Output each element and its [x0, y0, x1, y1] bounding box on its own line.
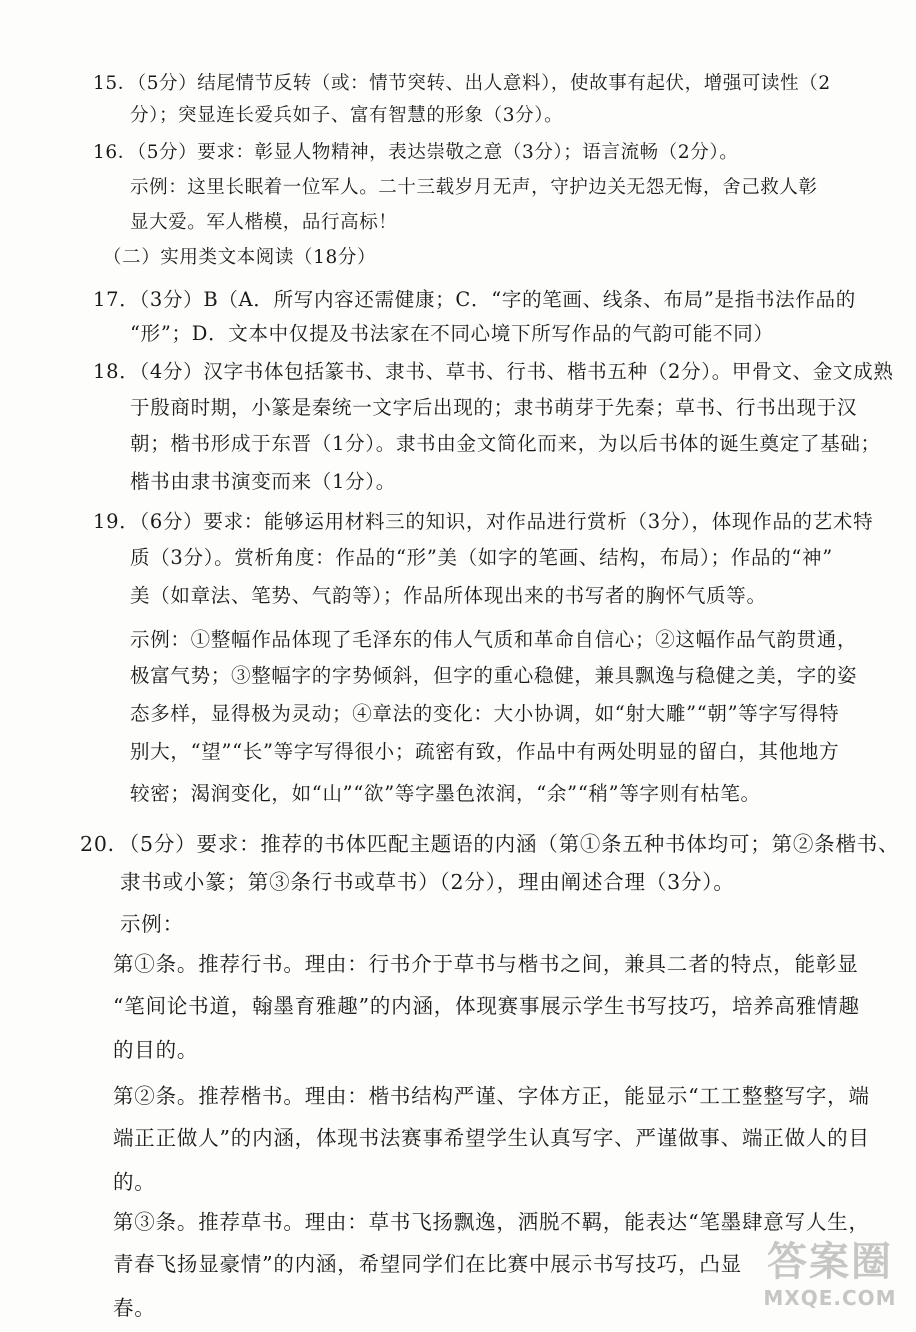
- answer-19-example-line-1: 示例：①整幅作品体现了毛泽东的伟人气质和革命自信心；②这幅作品气韵贯通，: [130, 628, 858, 651]
- answer-20-option-2-line-3: 的。: [113, 1170, 156, 1194]
- answer-20-option-1-line-1: 第①条。推荐行书。理由：行书介于草书与楷书之间，兼具二者的特点，能彰显: [113, 952, 859, 976]
- answer-18-line-4: 楷书由隶书演变而来（1分）。: [130, 470, 396, 493]
- watermark-logo: 答案圈: [767, 1239, 893, 1285]
- answer-18-line-2: 于殷商时期，小篆是秦统一文字后出现的；隶书萌芽于先秦；草书、行书出现于汉: [130, 396, 858, 419]
- answer-20-line-1: 20．（5分）要求：推荐的书体匹配主题语的内涵（第①条五种书体均可；第②条楷书、: [80, 832, 900, 856]
- answer-19-example-line-5: 较密；渴润变化，如“山”“欲”等字墨色浓润，“余”“稍”等字则有枯笔。: [130, 782, 761, 805]
- answer-19-example-line-4: 别大，“望”“长”等字写得很小；疏密有致，作品中有两处明显的留白，其他地方: [130, 740, 840, 763]
- answer-20-example-label: 示例：: [120, 912, 184, 936]
- answer-20-option-1-line-3: 的目的。: [113, 1038, 199, 1062]
- answer-20-option-2-line-1: 第②条。推荐楷书。理由：楷书结构严谨、字体方正，能显示“工工整整写字，端: [113, 1084, 870, 1108]
- answer-17-line-1: 17．（3分）B（A．所写内容还需健康；C．“字的笔画、线条、布局”是指书法作品的: [93, 288, 856, 311]
- answer-15-line-1: 15．（5分）结尾情节反转（或：情节突转、出人意料），使故事有起伏，增强可读性（2: [93, 73, 831, 94]
- answer-16-line-1: 16．（5分）要求：彰显人物精神，表达崇敬之意（3分）；语言流畅（2分）。: [93, 142, 739, 163]
- answer-19-line-1: 19．（6分）要求：能够运用材料三的知识，对作品进行赏析（3分），体现作品的艺术特: [93, 510, 874, 533]
- answer-16-example-line-2: 显大爱。军人楷模，品行高标！: [130, 212, 398, 233]
- answer-16-example-line-1: 示例：这里长眠着一位军人。二十三载岁月无声，守护边关无怨无悔，舍己救人彰: [130, 177, 818, 198]
- answer-17-line-2: “形”；D．文本中仅提及书法家在不同心境下所写作品的气韵可能不同）: [130, 322, 774, 345]
- answer-15-line-2: 分）；突显连长爱兵如子、富有智慧的形象（3分）。: [130, 105, 564, 126]
- answer-20-option-3-line-3: 春。: [113, 1296, 156, 1320]
- section-heading-practical-reading: （二）实用类文本阅读（18分）: [103, 247, 377, 268]
- answer-18-line-1: 18．（4分）汉字书体包括篆书、隶书、草书、行书、楷书五种（2分）。甲骨文、金文成熟: [93, 360, 894, 383]
- answer-20-option-3-line-2: 青春飞扬显豪情”的内涵，希望同学们在比赛中展示书写技巧，凸显: [113, 1252, 742, 1276]
- answer-20-option-1-line-2: “笔间论书道，翰墨育雅趣”的内涵，体现赛事展示学生书写技巧，培养高雅情趣: [113, 994, 860, 1018]
- answer-18-line-3: 朝；楷书形成于东晋（1分）。隶书由金文简化而来，为以后书体的诞生奠定了基础；: [130, 432, 881, 455]
- answer-19-line-3: 美（如章法、笔势、气韵等）；作品所体现出来的书写者的胸怀气质等。: [130, 584, 767, 607]
- site-watermark: [750, 1238, 910, 1328]
- answer-20-line-2: 隶书或小篆；第③条行书或草书）（2分），理由阐述合理（3分）。: [120, 870, 735, 894]
- answer-20-option-2-line-2: 端正正做人”的内涵，体现书法赛事希望学生认真写字、严谨做事、端正做人的目: [113, 1126, 870, 1150]
- watermark-url: MXQE.COM: [763, 1286, 897, 1310]
- answer-19-example-line-2: 极富气势；③整幅字的字势倾斜，但字的重心稳健，兼具飘逸与稳健之美，字的姿: [130, 664, 858, 687]
- answer-20-option-3-line-1: 第③条。推荐草书。理由：草书飞扬飘逸，洒脱不羁，能表达“笔墨肆意写人生，: [113, 1210, 870, 1234]
- answer-19-example-line-3: 态多样，显得极为灵动；④章法的变化：大小协调，如“射大雕”“朝”等字写得特: [130, 702, 840, 725]
- answer-19-line-2: 质（3分）。赏析角度：作品的“形”美（如字的笔画、结构，布局）；作品的“神”: [130, 546, 833, 569]
